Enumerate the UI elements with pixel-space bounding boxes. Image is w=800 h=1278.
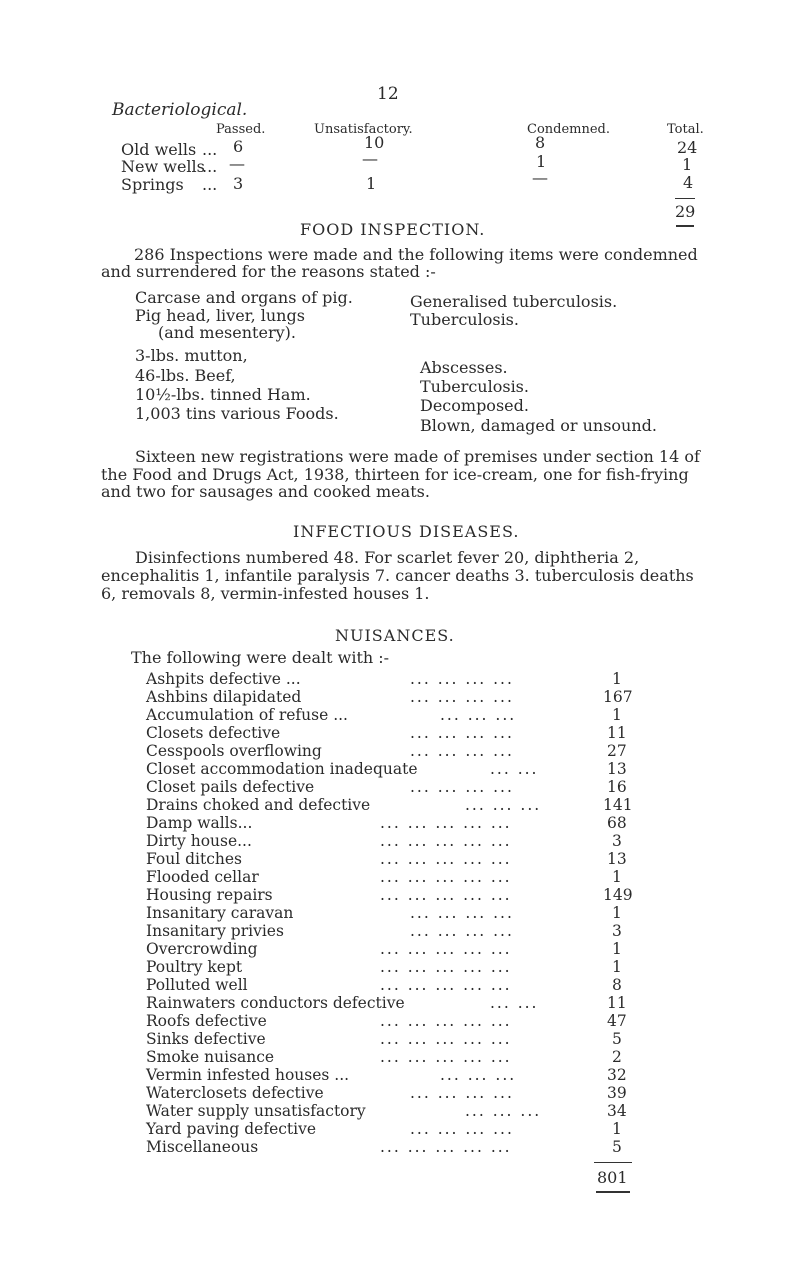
nuisance-dots: ... ... ... ... ... — [380, 868, 512, 886]
nuisance-dots: ... ... ... ... ... — [380, 976, 512, 994]
nuisance-total-rule — [594, 1162, 632, 1163]
bact-row-label: Springs — [121, 175, 184, 194]
nuisance-dots: ... ... ... ... — [410, 778, 514, 796]
nuisance-count: 11 — [607, 994, 627, 1012]
nuisance-label: Closets defective — [146, 724, 281, 742]
nuisance-dots: ... ... ... ... ... — [380, 850, 512, 868]
nuisance-count: 8 — [612, 976, 622, 994]
nuisance-label: Closet accommodation inadequate — [146, 760, 418, 778]
nuisance-dots: ... ... ... ... ... — [380, 1048, 512, 1066]
food-reason: Generalised tuberculosis. — [410, 292, 618, 311]
nuisance-count: 32 — [607, 1066, 627, 1084]
bact-grand-total: 29 — [675, 202, 696, 221]
total-rule — [675, 198, 695, 199]
food-intro-line1: 286 Inspections were made and the following items were condemned — [134, 245, 698, 264]
nuisance-count: 1 — [612, 868, 622, 886]
food-item: Carcase and organs of pig. — [135, 288, 353, 307]
page-number: 12 — [377, 84, 399, 104]
nuisance-label: Dirty house... — [146, 832, 252, 850]
nuisance-label: Yard paving defective — [146, 1120, 317, 1138]
nuisance-label: Smoke nuisance — [146, 1048, 275, 1066]
bact-row-leader: ... — [202, 140, 218, 159]
nuisance-dots: ... ... ... — [440, 1066, 517, 1084]
bact-row-leader: ... — [202, 157, 218, 176]
food-reason: Blown, damaged or unsound. — [420, 416, 657, 435]
nuisance-double-rule — [596, 1191, 630, 1193]
nuisance-label: Sinks defective — [146, 1030, 266, 1048]
nuisance-dots: ... ... ... — [465, 796, 542, 814]
nuisance-dots: ... ... ... ... — [410, 688, 514, 706]
double-rule — [676, 225, 694, 227]
bact-total: 1 — [682, 155, 693, 174]
bact-unsatisfactory: — — [362, 149, 378, 168]
nuisance-count: 13 — [607, 760, 627, 778]
nuisance-dots: ... ... — [490, 760, 539, 778]
nuisance-count: 11 — [607, 724, 627, 742]
nuisance-count: 13 — [607, 850, 627, 868]
nuisance-dots: ... ... ... ... ... — [380, 886, 512, 904]
nuisance-dots: ... ... — [490, 994, 539, 1012]
bact-passed: — — [229, 154, 245, 173]
nuisance-dots: ... ... ... ... — [410, 670, 514, 688]
nuisance-dots: ... ... ... ... — [410, 724, 514, 742]
nuisance-count: 39 — [607, 1084, 627, 1102]
nuisance-count: 141 — [603, 796, 633, 814]
nuisance-count: 1 — [612, 958, 622, 976]
nuisance-dots: ... ... ... ... — [410, 922, 514, 940]
bact-total: 24 — [677, 138, 698, 157]
food-item: 1,003 tins various Foods. — [135, 404, 339, 423]
col-header-total: Total. — [667, 122, 704, 137]
col-header-passed: Passed. — [216, 122, 266, 137]
nuisance-dots: ... ... ... ... ... — [380, 1030, 512, 1048]
nuisance-dots: ... ... ... ... ... — [380, 814, 512, 832]
nuisance-count: 2 — [612, 1048, 622, 1066]
nuisance-count: 34 — [607, 1102, 627, 1120]
nuisance-count: 3 — [612, 832, 622, 850]
nuisance-dots: ... ... ... ... — [410, 1120, 514, 1138]
nuisance-dots: ... ... ... ... — [410, 904, 514, 922]
bact-row-label: Old wells — [121, 140, 197, 159]
col-header-condemned: Condemned. — [527, 122, 611, 137]
nuisances-intro: The following were dealt with :- — [131, 648, 390, 667]
nuisance-dots: ... ... ... ... ... — [380, 958, 512, 976]
nuisance-count: 5 — [612, 1138, 622, 1156]
col-header-unsatisfactory: Unsatisfactory. — [314, 122, 413, 137]
nuisance-dots: ... ... ... ... ... — [380, 1138, 512, 1156]
food-inspection-heading: FOOD INSPECTION. — [300, 220, 486, 239]
nuisance-count: 1 — [612, 1120, 622, 1138]
nuisance-label: Closet pails defective — [146, 778, 315, 796]
bact-unsatisfactory: 1 — [366, 174, 377, 193]
bact-row-leader: ... — [202, 175, 218, 194]
nuisance-count: 27 — [607, 742, 627, 760]
food-intro-line2: and surrendered for the reasons stated :- — [101, 262, 436, 281]
infectious-line1: Disinfections numbered 48. For scarlet fever 20, diphtheria 2, — [135, 548, 640, 567]
bacteriological-title: Bacteriological. — [112, 100, 248, 120]
nuisance-dots: ... ... ... — [440, 706, 517, 724]
nuisance-label: Water supply unsatisfactory — [146, 1102, 366, 1120]
nuisance-total: 801 — [597, 1168, 628, 1187]
registration-line2: the Food and Drugs Act, 1938, thirteen for ice-cream, one for fish-frying — [101, 465, 689, 484]
registration-line1: Sixteen new registrations were made of premises under section 14 of — [135, 447, 700, 466]
food-reason: Tuberculosis. — [410, 310, 519, 329]
nuisance-label: Overcrowding — [146, 940, 258, 958]
bact-condemned: 8 — [535, 133, 546, 152]
nuisance-dots: ... ... ... ... ... — [380, 940, 512, 958]
nuisance-dots: ... ... ... ... — [410, 1084, 514, 1102]
nuisance-label: Ashpits defective ... — [146, 670, 301, 688]
nuisance-label: Waterclosets defective — [146, 1084, 324, 1102]
nuisance-label: Insanitary privies — [146, 922, 284, 940]
nuisance-label: Cesspools overflowing — [146, 742, 322, 760]
registration-line3: and two for sausages and cooked meats. — [101, 482, 430, 501]
infectious-line2: encephalitis 1, infantile paralysis 7. cancer deaths 3. tuberculosis deaths — [101, 566, 694, 585]
nuisance-dots: ... ... ... ... ... — [380, 1012, 512, 1030]
food-item: Pig head, liver, lungs — [135, 306, 305, 325]
nuisance-count: 1 — [612, 904, 622, 922]
bact-condemned: 1 — [536, 152, 547, 171]
nuisance-count: 16 — [607, 778, 627, 796]
bact-condemned: — — [532, 168, 548, 187]
nuisance-label: Poultry kept — [146, 958, 243, 976]
nuisance-label: Rainwaters conductors defective — [146, 994, 405, 1012]
bact-passed: 6 — [233, 137, 244, 156]
food-reason: Abscesses. — [420, 358, 508, 377]
nuisance-label: Housing repairs — [146, 886, 273, 904]
nuisance-count: 5 — [612, 1030, 622, 1048]
food-item: 3-lbs. mutton, — [135, 346, 248, 365]
nuisances-heading: NUISANCES. — [335, 626, 455, 645]
bact-row-label: New wells — [121, 157, 205, 176]
nuisance-label: Ashbins dilapidated — [146, 688, 302, 706]
food-item: 46-lbs. Beef, — [135, 366, 236, 385]
nuisance-label: Polluted well — [146, 976, 248, 994]
food-item: 10½-lbs. tinned Ham. — [135, 385, 311, 404]
food-item: (and mesentery). — [158, 323, 296, 342]
nuisance-label: Insanitary caravan — [146, 904, 294, 922]
nuisance-label: Vermin infested houses ... — [146, 1066, 350, 1084]
nuisance-dots: ... ... ... ... ... — [380, 832, 512, 850]
nuisance-label: Drains choked and defective — [146, 796, 371, 814]
nuisance-label: Accumulation of refuse ... — [146, 706, 348, 724]
nuisance-count: 1 — [612, 670, 622, 688]
nuisance-count: 47 — [607, 1012, 627, 1030]
bact-total: 4 — [683, 173, 694, 192]
nuisance-count: 68 — [607, 814, 627, 832]
infectious-line3: 6, removals 8, vermin-infested houses 1. — [101, 584, 430, 603]
food-reason: Tuberculosis. — [420, 377, 529, 396]
nuisance-dots: ... ... ... — [465, 1102, 542, 1120]
nuisance-dots: ... ... ... ... — [410, 742, 514, 760]
bact-passed: 3 — [233, 174, 244, 193]
bact-unsatisfactory: 10 — [364, 133, 385, 152]
nuisance-label: Foul ditches — [146, 850, 243, 868]
nuisance-count: 3 — [612, 922, 622, 940]
nuisance-label: Flooded cellar — [146, 868, 259, 886]
nuisance-label: Roofs defective — [146, 1012, 267, 1030]
nuisance-count: 167 — [603, 688, 633, 706]
nuisance-count: 1 — [612, 940, 622, 958]
nuisance-count: 149 — [603, 886, 633, 904]
nuisance-label: Damp walls... — [146, 814, 253, 832]
nuisance-count: 1 — [612, 706, 622, 724]
nuisance-label: Miscellaneous — [146, 1138, 259, 1156]
food-reason: Decomposed. — [420, 396, 529, 415]
infectious-diseases-heading: INFECTIOUS DISEASES. — [293, 522, 520, 541]
